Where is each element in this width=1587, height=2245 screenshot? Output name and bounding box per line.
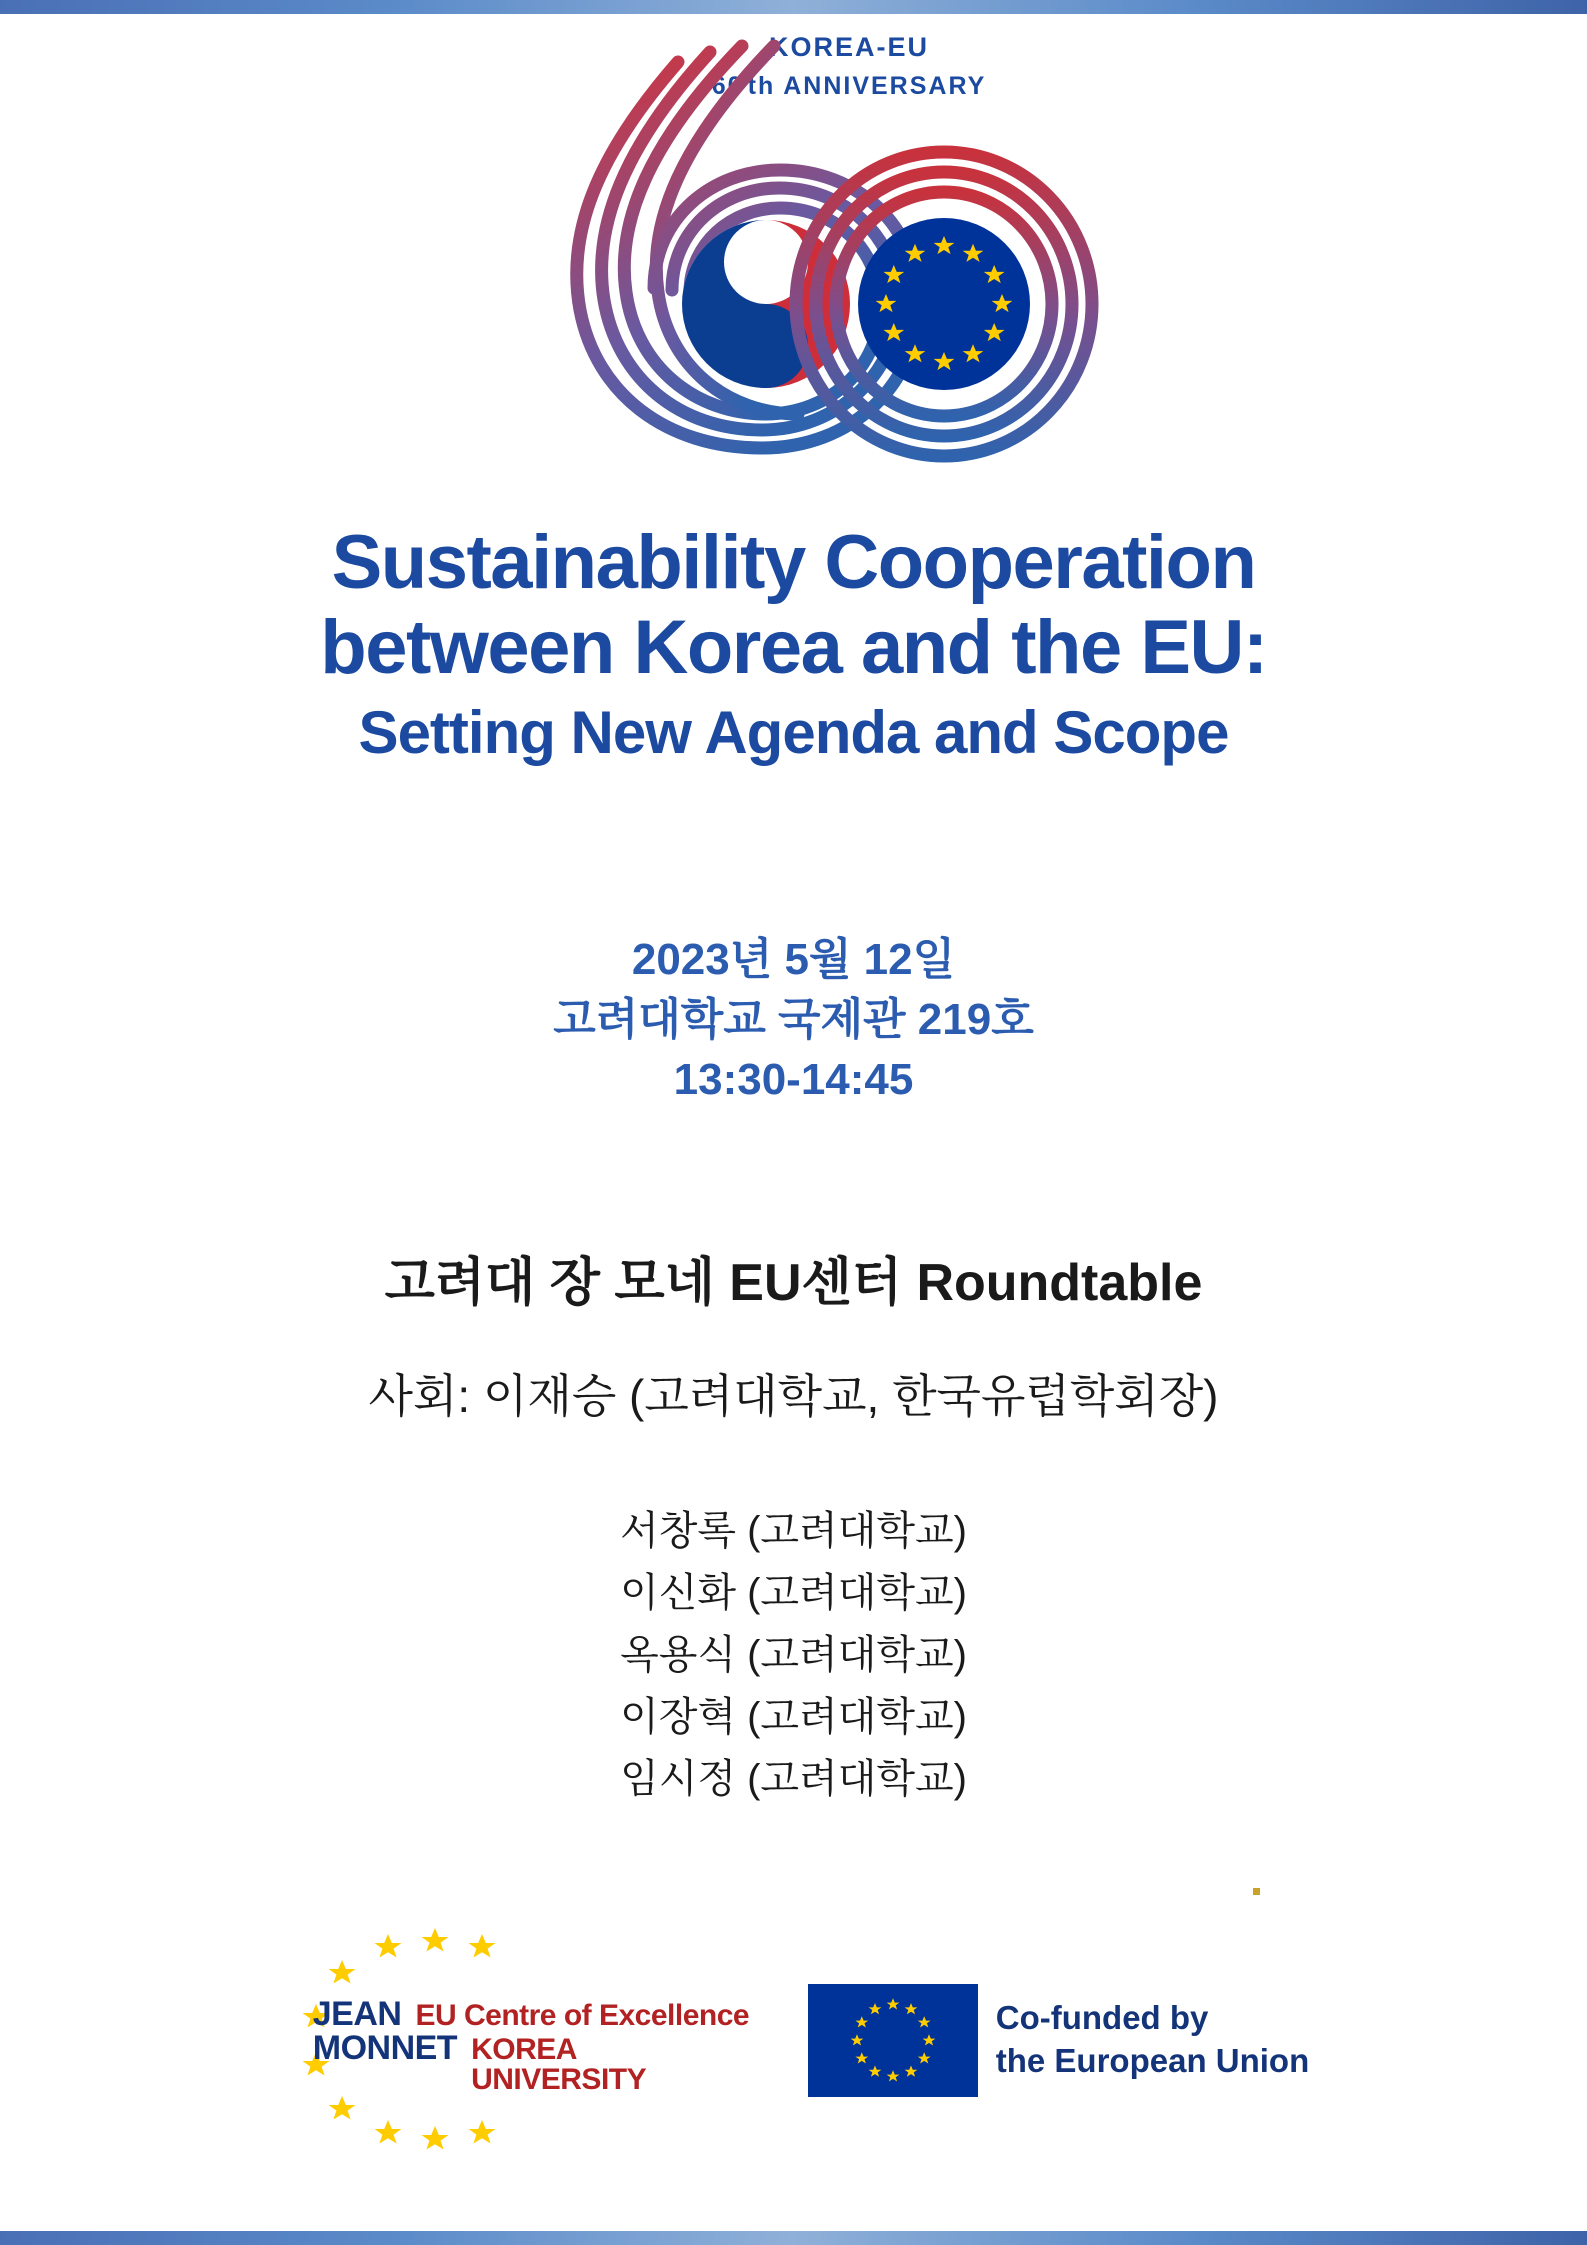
stray-mark — [1253, 1888, 1260, 1895]
jean-monnet-logo — [278, 1925, 768, 2155]
top-decorative-bar — [0, 0, 1587, 14]
eu-centre-line-1: EU Centre of Excellence — [415, 1999, 750, 2032]
title-line-1: Sustainability Cooperation — [331, 520, 1256, 605]
jean-monnet-word-2: MONNET — [312, 2029, 458, 2067]
cofunded-line-2: the European Union — [995, 2042, 1310, 2079]
svg-text:60 th ANNIVERSARY: 60 th ANNIVERSARY — [711, 72, 986, 100]
list-item: 옥용식 (고려대학교) — [620, 1633, 967, 1677]
page-subtitle: Setting New Agenda and Scope — [358, 699, 1229, 767]
eu-centre-line-2: KOREA UNIVERSITY — [471, 2033, 647, 2096]
panelist-list — [0, 1500, 1587, 1810]
jean-monnet-text — [313, 1997, 753, 2095]
event-details — [0, 930, 1587, 1109]
moderator-line: 사회: 이재승 (고려대학교, 한국유럽학회장) — [368, 1370, 1219, 1422]
korea-eu-60-icon — [474, 22, 1114, 522]
list-item: 임시정 (고려대학교) — [620, 1757, 967, 1801]
list-item: 서창록 (고려대학교) — [620, 1509, 967, 1553]
anniversary-logo — [0, 22, 1587, 502]
event-time: 13:30-14:45 — [673, 1054, 914, 1104]
footer-logos — [0, 1925, 1587, 2155]
title-line-2: between Korea and the EU: — [320, 605, 1267, 691]
cofunded-line-1: Co-funded by — [995, 1999, 1209, 2037]
event-venue: 고려대학교 국제관 219호 — [553, 994, 1034, 1044]
cofunded-text — [996, 1997, 1310, 2083]
list-item: 이장혁 (고려대학교) — [620, 1695, 967, 1739]
title-block — [0, 520, 1587, 767]
jean-monnet-word-1: JEAN — [312, 1995, 402, 2033]
cofunded-block — [808, 1984, 1310, 2097]
list-item: 이신화 (고려대학교) — [620, 1571, 967, 1615]
bottom-decorative-bar — [0, 2231, 1587, 2245]
event-date: 2023년 5월 12일 — [631, 935, 956, 984]
eu-flag-icon — [808, 1984, 978, 2097]
svg-text:KOREA-EU: KOREA-EU — [768, 32, 929, 62]
roundtable-heading: 고려대 장 모네 EU센터 Roundtable — [384, 1254, 1203, 1312]
page-title — [169, 520, 1419, 690]
